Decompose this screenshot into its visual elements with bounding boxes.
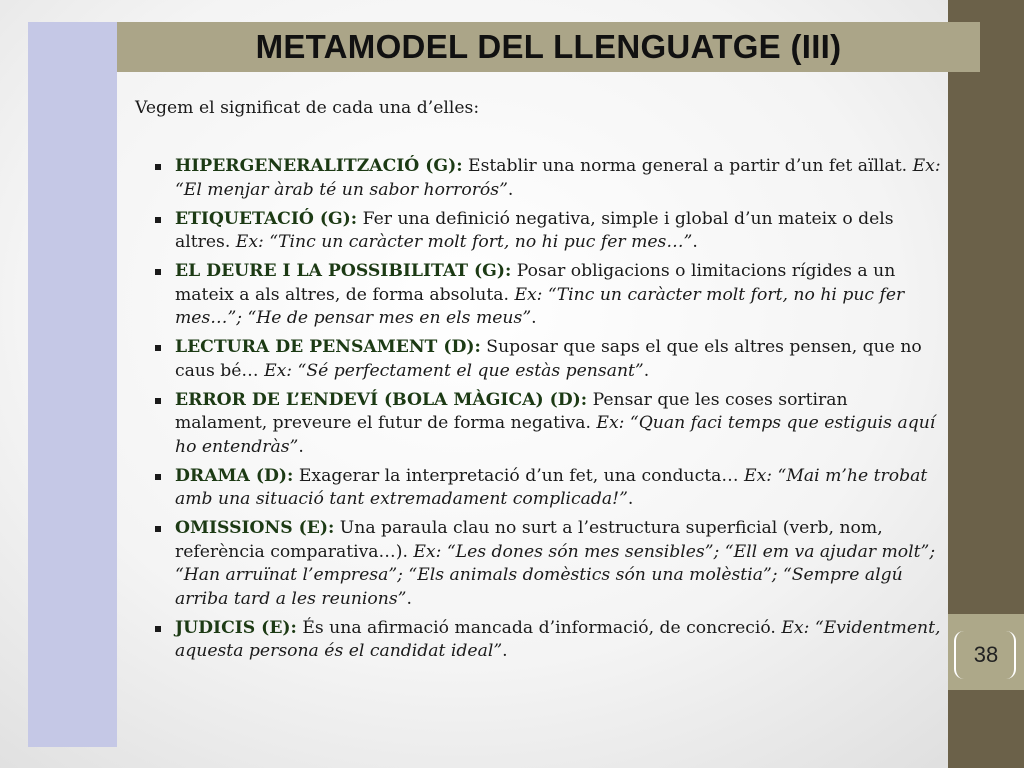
item-term: LECTURA DE PENSAMENT (D): bbox=[175, 337, 481, 357]
list-item bbox=[155, 155, 945, 202]
item-example: Ex: “Quan faci temps que estiguis aquí ho entendràs” bbox=[175, 413, 936, 457]
item-definition: Posar obligacions o limitacions rígides a un mateix a als altres, de forma absoluta. bbox=[175, 261, 896, 305]
item-definition: És una afirmació mancada d’informació, de concreció. bbox=[296, 617, 782, 638]
list-item bbox=[155, 336, 945, 383]
item-definition: Suposar que saps el que els altres pensen, que no caus bé… bbox=[175, 337, 922, 381]
item-end: . bbox=[406, 588, 412, 609]
list-item bbox=[155, 465, 945, 512]
bullet-icon bbox=[155, 626, 161, 632]
page-number: 38 bbox=[973, 642, 999, 667]
left-decorative-band bbox=[28, 22, 117, 747]
list-item bbox=[155, 617, 945, 664]
item-end: . bbox=[692, 232, 698, 252]
item-example: Ex: “Tinc un caràcter molt fort, no hi puc fer mes…”; “He de pensar mes en els meus” bbox=[175, 284, 905, 328]
item-end: . bbox=[531, 308, 537, 328]
item-term: JUDICIS (E): bbox=[175, 617, 297, 638]
item-end: . bbox=[643, 360, 650, 381]
bullet-list bbox=[155, 155, 945, 669]
item-example: Ex: “Tinc un caràcter molt fort, no hi puc fer mes…” bbox=[235, 232, 693, 252]
item-end: . bbox=[627, 489, 634, 509]
item-term: OMISSIONS (E): bbox=[175, 518, 335, 538]
item-definition: Pensar que les coses sortiran malament, preveure el futur de forma negativa. bbox=[175, 389, 848, 433]
bullet-icon bbox=[155, 474, 161, 480]
item-end: . bbox=[502, 641, 508, 661]
item-end: . bbox=[507, 179, 514, 200]
item-term: ERROR DE L’ENDEVÍ (BOLA MÀGICA) (D): bbox=[175, 389, 588, 410]
list-item bbox=[155, 389, 945, 460]
item-definition: Una paraula clau no surt a l’estructura superficial (verb, nom, referència comparativa…). bbox=[175, 518, 883, 562]
bullet-icon bbox=[155, 217, 161, 223]
item-definition: Exagerar la interpretació d’un fet, una conducta… bbox=[293, 465, 745, 486]
item-term: HIPERGENERALITZACIÓ (G): bbox=[175, 156, 463, 176]
list-item bbox=[155, 517, 945, 611]
item-example: Ex: “Evidentment, aquesta persona és el candidat ideal” bbox=[175, 617, 941, 661]
title-bar bbox=[117, 22, 980, 72]
bullet-icon bbox=[155, 269, 161, 275]
bullet-icon bbox=[155, 345, 161, 351]
item-example: Ex: “Les dones són mes sensibles”; “Ell em va ajudar molt”; “Han arruïnat l’empresa”; “Els animals domèstics són una molèstia”; “Sempre algú arriba tard a les reunions” bbox=[175, 541, 936, 609]
bullet-icon bbox=[155, 398, 161, 404]
bullet-icon bbox=[155, 164, 161, 170]
intro-text: Vegem el significat de cada una d’elles: bbox=[135, 98, 480, 118]
item-example: Ex: “El menjar àrab té un sabor horrorós” bbox=[175, 156, 941, 200]
item-term: ETIQUETACIÓ (G): bbox=[175, 208, 358, 229]
bullet-icon bbox=[155, 526, 161, 532]
item-term: EL DEURE I LA POSSIBILITAT (G): bbox=[175, 261, 512, 281]
item-example: Ex: “Mai m’he trobat amb una situació tant extremadament complicada!” bbox=[175, 465, 928, 509]
slide-title: METAMODEL DEL LLENGUATGE (III) bbox=[255, 28, 842, 65]
list-item bbox=[155, 260, 945, 331]
item-term: DRAMA (D): bbox=[175, 465, 294, 486]
item-example: Ex: “Sé perfectament el que estàs pensant” bbox=[264, 360, 644, 381]
list-item bbox=[155, 208, 945, 255]
item-definition: Fer una definició negativa, simple i global d’un mateix o dels altres. bbox=[175, 208, 894, 252]
item-end: . bbox=[298, 436, 304, 457]
item-definition: Establir una norma general a partir d’un fet aïllat. bbox=[462, 156, 913, 176]
